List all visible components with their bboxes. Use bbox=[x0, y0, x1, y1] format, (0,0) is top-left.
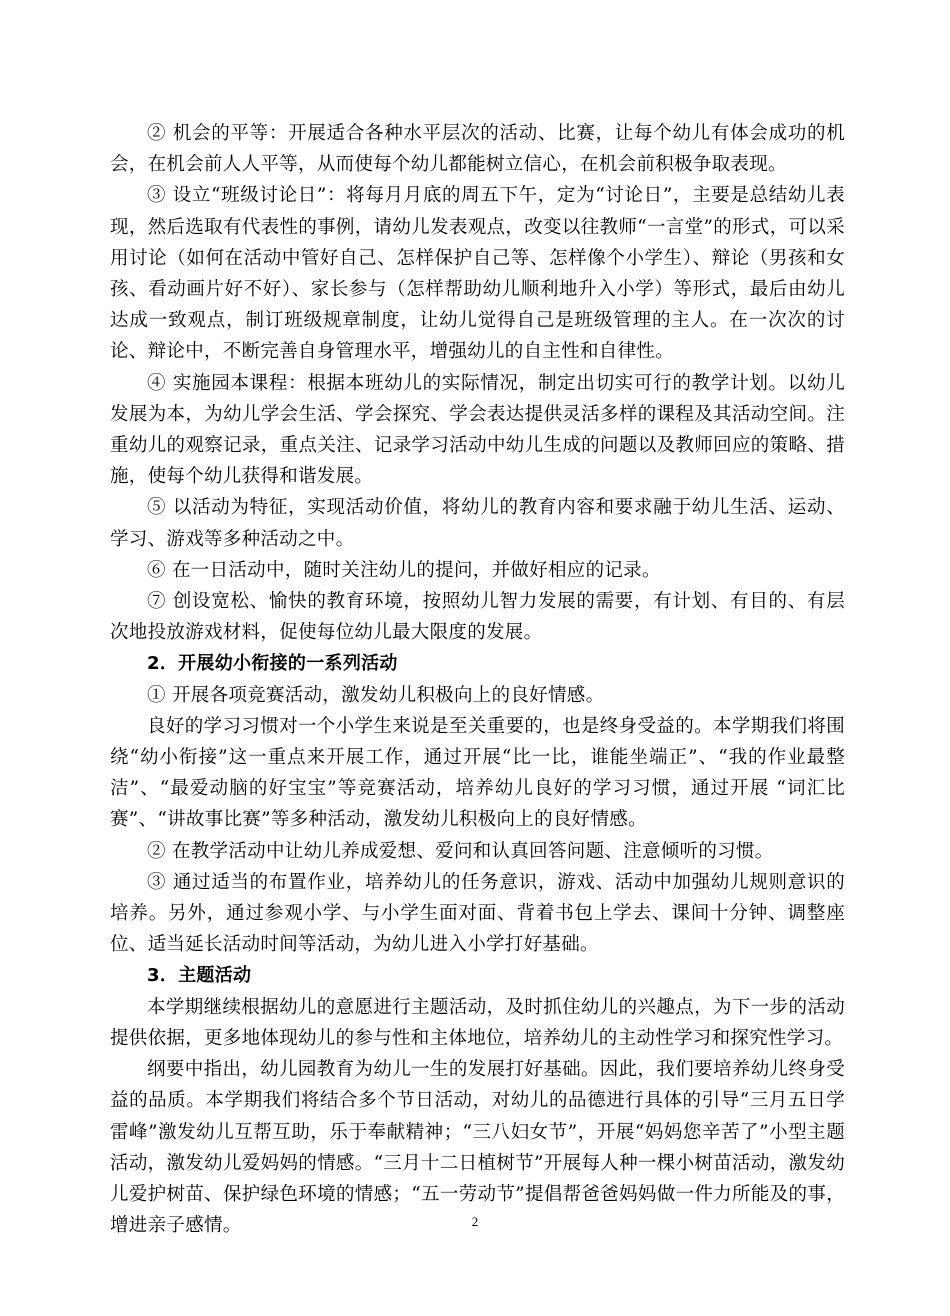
paragraph-opportunity-equality: ② 机会的平等：开展适合各种水平层次的活动、比赛，让每个幼儿有体会成功的机会，在机会前人人平等，从而使每个幼儿都能树立信心，在机会前积极争取表现。 bbox=[110, 123, 845, 176]
paragraph-activity-feature: ⑤ 以活动为特征，实现活动价值，将幼儿的教育内容和要求融于幼儿生活、运动、学习、游戏等多种活动之中。 bbox=[110, 497, 845, 550]
section-heading-theme: 3．主题活动 bbox=[147, 965, 252, 987]
paragraph-listening-habits: ② 在教学活动中让幼儿养成爱想、爱问和认真回答问题、注意倾听的习惯。 bbox=[147, 840, 774, 862]
paragraph-study-habits: 良好的学习习惯对一个小学生来说是至关重要的，也是终身受益的。本学期我们将围绕“幼小衔接”这一重点来开展工作，通过开展“比一比，谁能坐端正”、“我的作业最整洁”、“最爱动脑的好宝宝”等竞赛活动，培养幼儿良好的学习习惯，通过开展 “词汇比赛”、“讲故事比赛”等多种活动，激发幼儿积极向上的良好情感。 bbox=[110, 715, 845, 831]
paragraph-homework: ③ 通过适当的布置作业，培养幼儿的任务意识，游戏、活动中加强幼儿规则意识的培养。另外，通过参观小学、与小学生面对面、背着书包上学去、课间十分钟、调整座位、适当延长活动时间等活动，为幼儿进入小学打好基础。 bbox=[110, 871, 845, 956]
paragraph-theme-activities: 本学期继续根据幼儿的意愿进行主题活动，及时抓住幼儿的兴趣点，为下一步的活动提供依据，更多地体现幼儿的参与性和主体地位，培养幼儿的主动性学习和探究性学习。 bbox=[110, 996, 845, 1049]
section-heading-transition: 2．开展幼小衔接的一系列活动 bbox=[147, 653, 398, 675]
paragraph-environment: ⑦ 创设宽松、愉快的教育环境，按照幼儿智力发展的需要，有计划、有目的、有层次地投放游戏材料，促使每位幼儿最大限度的发展。 bbox=[110, 591, 845, 644]
paragraph-festivals: 纲要中指出，幼儿园教育为幼儿一生的发展打好基础。因此，我们要培养幼儿终身受益的品质。本学期我们将结合多个节日活动，对幼儿的品德进行具体的引导“三月五日学雷峰”激发幼儿互帮互助，乐于奉献精神；“三八妇女节”，开展“妈妈您辛苦了”小型主题活动，激发幼儿爱妈妈的情感。“三月十二日植树节”开展每人种一棵小树苗活动，激发幼儿爱护树苗、保护绿色环境的情感；“五一劳动节”提倡帮爸爸妈妈做一件力所能及的事，增进亲子感情。 bbox=[110, 1059, 845, 1237]
paragraph-discussion-day: ③ 设立“班级讨论日”：将每月月底的周五下午，定为“讨论日”，主要是总结幼儿表现，然后选取有代表性的事例，请幼儿发表观点，改变以往教师“一言堂”的形式，可以采用讨论（如何在活动中管好自己、怎样保护自己等、怎样像个小学生）、辩论（男孩和女孩、看动画片好不好）、家长参与（怎样帮助幼儿顺利地升入小学）等形式，最后由幼儿达成一致观点，制订班级规章制度，让幼儿觉得自己是班级管理的主人。在一次次的讨论、辩论中，不断完善自身管理水平，增强幼儿的自主性和自律性。 bbox=[110, 185, 845, 363]
page-number: 2 bbox=[471, 1214, 479, 1229]
document-body bbox=[110, 118, 845, 1241]
paragraph-school-curriculum: ④ 实施园本课程：根据本班幼儿的实际情况，制定出切实可行的教学计划。以幼儿发展为本，为幼儿学会生活、学会探究、学会表达提供灵活多样的课程及其活动空间。注重幼儿的观察记录，重点关注、记录学习活动中幼儿生成的问题以及教师回应的策略、措施，使每个幼儿获得和谐发展。 bbox=[110, 372, 845, 488]
paragraph-competitions: ① 开展各项竞赛活动，激发幼儿积极向上的良好情感。 bbox=[147, 684, 605, 706]
paragraph-daily-questions: ⑥ 在一日活动中，随时关注幼儿的提问，并做好相应的记录。 bbox=[147, 559, 661, 581]
